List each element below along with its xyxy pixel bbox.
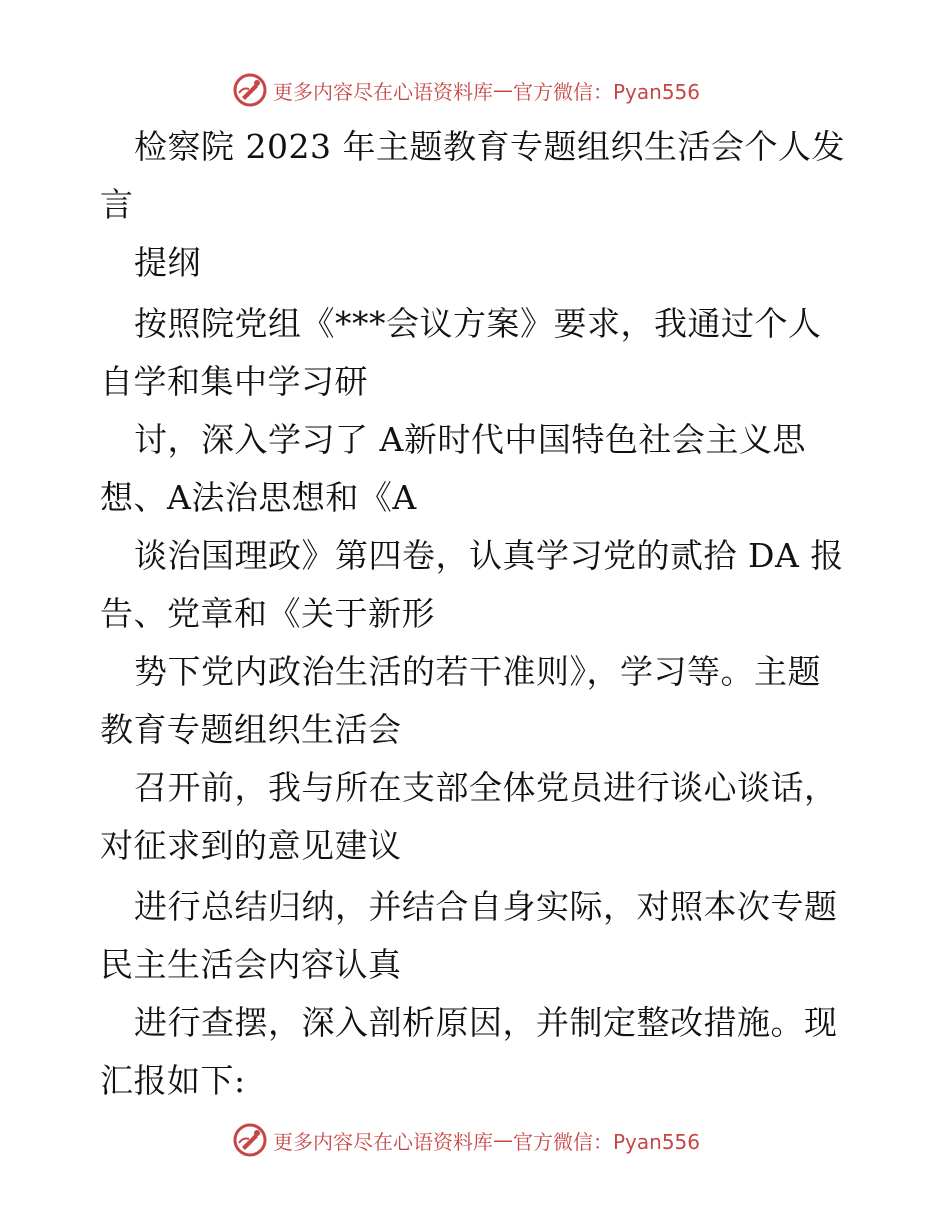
body-line: 讨，深入学习了 A新时代中国特色社会主义思 (134, 420, 806, 459)
banner-separator: — (493, 78, 513, 102)
body-line: 民主生活会内容认真 (100, 945, 402, 984)
body-line: 势下党内政治生活的若干准则》，学习等。主题 (134, 652, 821, 691)
body-line: 按照院党组《***会议方案》要求，我通过个人 (134, 304, 822, 343)
body-line: 进行查摆，深入剖析原因，并制定整改措施。现 (134, 1003, 838, 1042)
body-line: 教育专题组织生活会 (100, 710, 402, 749)
body-line: 提纲 (134, 243, 201, 282)
document-title-line: 言 (100, 185, 134, 224)
banner-separator: — (493, 1128, 513, 1152)
body-line: 谈治国理政》第四卷，认真学习党的贰拾 DA 报 (134, 536, 844, 575)
body-line: 自学和集中学习研 (100, 362, 368, 401)
document-title-line: 检察院 2023 年主题教育专题组织生活会个人发 (134, 127, 845, 166)
body-line: 汇报如下: (100, 1061, 246, 1100)
footer-banner (233, 1123, 700, 1157)
body-line: 进行总结归纳，并结合自身实际，对照本次专题 (134, 887, 838, 926)
banner-text: 更多内容尽在心语资料库 (273, 79, 493, 104)
body-line: 召开前，我与所在支部全体党员进行谈心谈话， (134, 768, 838, 807)
body-line: 对征求到的意见建议 (100, 826, 402, 865)
banner-text: 更多内容尽在心语资料库 (273, 1129, 493, 1154)
brand-logo-icon (233, 1123, 267, 1157)
body-line: 告、党章和《关于新形 (100, 594, 435, 633)
body-line: 想、A法治思想和《A (100, 478, 417, 517)
banner-wechat: 官方微信：Pyan556 (513, 1129, 701, 1154)
banner-wechat: 官方微信：Pyan556 (513, 79, 701, 104)
